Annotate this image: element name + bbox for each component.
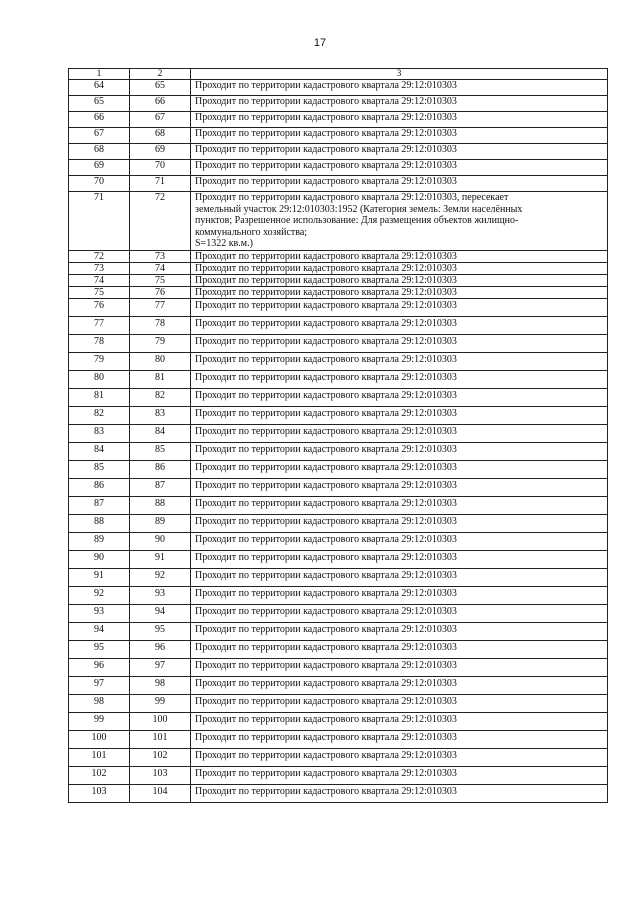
description-line: Проходит по территории кадастрового квартала 29:12:010303 (195, 262, 457, 274)
cell-start-point: 79 (69, 352, 130, 370)
table-row (69, 460, 608, 478)
table-row (69, 784, 608, 802)
cell-end-point: 100 (130, 712, 191, 730)
cell-end-point: 71 (130, 176, 191, 192)
description-line: Проходит по территории кадастрового квартала 29:12:010303 (195, 533, 457, 545)
cell-start-point: 86 (69, 478, 130, 496)
header-col-2: 2 (130, 69, 191, 80)
cell-description (191, 176, 608, 192)
table-row (69, 262, 608, 274)
description-line: Проходит по территории кадастрового квартала 29:12:010303 (195, 641, 457, 653)
description-line: Проходит по территории кадастрового квартала 29:12:010303 (195, 335, 457, 347)
description-line: Проходит по территории кадастрового квартала 29:12:010303 (195, 176, 457, 187)
cell-description (191, 622, 608, 640)
cell-end-point: 81 (130, 370, 191, 388)
table-row (69, 604, 608, 622)
cell-end-point: 94 (130, 604, 191, 622)
cell-start-point: 102 (69, 766, 130, 784)
cell-end-point: 95 (130, 622, 191, 640)
cell-start-point: 95 (69, 640, 130, 658)
cell-end-point: 92 (130, 568, 191, 586)
cell-start-point: 85 (69, 460, 130, 478)
cell-description (191, 442, 608, 460)
cell-description (191, 784, 608, 802)
table-row (69, 144, 608, 160)
description-line: Проходит по территории кадастрового квартала 29:12:010303 (195, 443, 457, 455)
cell-end-point: 69 (130, 144, 191, 160)
table-row (69, 496, 608, 514)
cell-start-point: 69 (69, 160, 130, 176)
cell-start-point: 94 (69, 622, 130, 640)
cell-start-point: 64 (69, 80, 130, 96)
cell-description (191, 604, 608, 622)
cell-start-point: 70 (69, 176, 130, 192)
table-row (69, 766, 608, 784)
cell-description (191, 112, 608, 128)
description-line: Проходит по территории кадастрового квартала 29:12:010303 (195, 371, 457, 383)
cell-description (191, 478, 608, 496)
table-row (69, 316, 608, 334)
table-row (69, 658, 608, 676)
cell-description (191, 144, 608, 160)
cell-end-point: 99 (130, 694, 191, 712)
cell-description (191, 250, 608, 262)
cell-description (191, 676, 608, 694)
table-row (69, 128, 608, 144)
cell-end-point: 93 (130, 586, 191, 604)
cell-start-point: 82 (69, 406, 130, 424)
description-line: S=1322 кв.м.) (195, 238, 253, 249)
table-row (69, 694, 608, 712)
cell-description (191, 658, 608, 676)
cell-end-point: 77 (130, 298, 191, 316)
cell-start-point: 91 (69, 568, 130, 586)
cell-start-point: 103 (69, 784, 130, 802)
cell-end-point: 74 (130, 262, 191, 274)
description-line: Проходит по территории кадастрового квартала 29:12:010303 (195, 497, 457, 509)
cell-description (191, 694, 608, 712)
table-row (69, 160, 608, 176)
table-row (69, 568, 608, 586)
header-col-3: 3 (191, 69, 608, 80)
cell-start-point: 96 (69, 658, 130, 676)
cell-description (191, 550, 608, 568)
cell-start-point: 92 (69, 586, 130, 604)
cell-start-point: 100 (69, 730, 130, 748)
cell-end-point: 86 (130, 460, 191, 478)
table-row (69, 532, 608, 550)
cell-start-point: 93 (69, 604, 130, 622)
cell-start-point: 74 (69, 274, 130, 286)
table-header-row (69, 69, 608, 80)
cell-end-point: 88 (130, 496, 191, 514)
table-row (69, 352, 608, 370)
description-line: Проходит по территории кадастрового квартала 29:12:010303 (195, 515, 457, 527)
description-line: земельный участок 29:12:010303:1952 (Категория земель: Земли населённых (195, 203, 523, 215)
description-line: Проходит по территории кадастрового квартала 29:12:010303 (195, 286, 457, 298)
description-line: Проходит по территории кадастрового квартала 29:12:010303 (195, 695, 457, 707)
cell-description (191, 80, 608, 96)
table-row (69, 640, 608, 658)
description-line: Проходит по территории кадастрового квартала 29:12:010303 (195, 767, 457, 779)
table-row (69, 80, 608, 96)
cell-start-point: 99 (69, 712, 130, 730)
description-line: пунктов; Разрешенное использование: Для размещения объектов жилищно- (195, 215, 519, 226)
cell-end-point: 75 (130, 274, 191, 286)
table-row (69, 676, 608, 694)
table-row (69, 550, 608, 568)
cell-start-point: 71 (69, 192, 130, 251)
cell-start-point: 89 (69, 532, 130, 550)
description-line: Проходит по территории кадастрового квартала 29:12:010303 (195, 479, 457, 491)
cell-description (191, 586, 608, 604)
description-line: Проходит по территории кадастрового квартала 29:12:010303 (195, 250, 457, 262)
description-line: Проходит по территории кадастрового квартала 29:12:010303 (195, 80, 457, 91)
cell-description (191, 352, 608, 370)
cell-description (191, 192, 608, 251)
cell-start-point: 101 (69, 748, 130, 766)
cell-description (191, 640, 608, 658)
cell-start-point: 77 (69, 316, 130, 334)
cell-end-point: 98 (130, 676, 191, 694)
table-row (69, 112, 608, 128)
cell-description (191, 406, 608, 424)
description-line: Проходит по территории кадастрового квартала 29:12:010303 (195, 353, 457, 365)
description-line: Проходит по территории кадастрового квартала 29:12:010303 (195, 112, 457, 123)
description-line: Проходит по территории кадастрового квартала 29:12:010303 (195, 144, 457, 155)
cell-end-point: 90 (130, 532, 191, 550)
cell-description (191, 274, 608, 286)
cell-end-point: 65 (130, 80, 191, 96)
cell-description (191, 316, 608, 334)
description-line: коммунального хозяйства; (195, 226, 308, 238)
table-body (69, 69, 608, 803)
table-row (69, 388, 608, 406)
table-row (69, 442, 608, 460)
cell-start-point: 88 (69, 514, 130, 532)
cell-end-point: 96 (130, 640, 191, 658)
cell-start-point: 75 (69, 286, 130, 298)
description-line: Проходит по территории кадастрового квартала 29:12:010303 (195, 128, 457, 139)
cell-description (191, 334, 608, 352)
table-row (69, 176, 608, 192)
cell-start-point: 81 (69, 388, 130, 406)
description-line: Проходит по территории кадастрового квартала 29:12:010303 (195, 623, 457, 635)
cell-end-point: 83 (130, 406, 191, 424)
cell-end-point: 89 (130, 514, 191, 532)
description-line: Проходит по территории кадастрового квартала 29:12:010303 (195, 731, 457, 743)
cell-end-point: 79 (130, 334, 191, 352)
cell-description (191, 568, 608, 586)
table-row (69, 712, 608, 730)
table-row (69, 96, 608, 112)
cell-end-point: 101 (130, 730, 191, 748)
cell-start-point: 98 (69, 694, 130, 712)
description-line: Проходит по территории кадастрового квартала 29:12:010303 (195, 569, 457, 581)
table-row (69, 250, 608, 262)
cell-description (191, 96, 608, 112)
table-row (69, 730, 608, 748)
cell-start-point: 78 (69, 334, 130, 352)
description-line: Проходит по территории кадастрового квартала 29:12:010303 (195, 785, 457, 797)
cell-start-point: 83 (69, 424, 130, 442)
cell-description (191, 286, 608, 298)
cell-start-point: 68 (69, 144, 130, 160)
boundary-table (68, 68, 608, 803)
page-number: 17 (313, 37, 327, 49)
cell-end-point: 82 (130, 388, 191, 406)
description-line: Проходит по территории кадастрового квартала 29:12:010303 (195, 299, 457, 311)
cell-end-point: 102 (130, 748, 191, 766)
cell-end-point: 80 (130, 352, 191, 370)
description-line: Проходит по территории кадастрового квартала 29:12:010303 (195, 749, 457, 761)
header-col-1: 1 (69, 69, 130, 80)
cell-start-point: 72 (69, 250, 130, 262)
cell-description (191, 262, 608, 274)
description-line: Проходит по территории кадастрового квартала 29:12:010303 (195, 677, 457, 689)
cell-end-point: 84 (130, 424, 191, 442)
table-row (69, 424, 608, 442)
cell-description (191, 712, 608, 730)
description-line: Проходит по территории кадастрового квартала 29:12:010303 (195, 317, 457, 329)
cell-end-point: 67 (130, 112, 191, 128)
cell-start-point: 87 (69, 496, 130, 514)
cell-end-point: 97 (130, 658, 191, 676)
table-row (69, 274, 608, 286)
cell-start-point: 66 (69, 112, 130, 128)
cell-start-point: 67 (69, 128, 130, 144)
cell-end-point: 73 (130, 250, 191, 262)
cell-description (191, 424, 608, 442)
table-row (69, 748, 608, 766)
cell-start-point: 76 (69, 298, 130, 316)
cell-description (191, 128, 608, 144)
cell-end-point: 66 (130, 96, 191, 112)
description-line: Проходит по территории кадастрового квартала 29:12:010303 (195, 407, 457, 419)
cell-start-point: 65 (69, 96, 130, 112)
cell-description (191, 532, 608, 550)
cell-description (191, 370, 608, 388)
table-row (69, 586, 608, 604)
cell-description (191, 766, 608, 784)
cell-end-point: 70 (130, 160, 191, 176)
cell-description (191, 298, 608, 316)
description-line: Проходит по территории кадастрового квартала 29:12:010303 (195, 551, 457, 563)
cell-end-point: 78 (130, 316, 191, 334)
cell-description (191, 496, 608, 514)
cell-description (191, 514, 608, 532)
table-row (69, 298, 608, 316)
cell-start-point: 84 (69, 442, 130, 460)
description-line: Проходит по территории кадастрового квартала 29:12:010303 (195, 587, 457, 599)
description-line: Проходит по территории кадастрового квартала 29:12:010303 (195, 389, 457, 401)
description-line: Проходит по территории кадастрового квартала 29:12:010303 (195, 425, 457, 437)
cell-start-point: 80 (69, 370, 130, 388)
description-line: Проходит по территории кадастрового квартала 29:12:010303 (195, 605, 457, 617)
cell-end-point: 68 (130, 128, 191, 144)
table-row (69, 406, 608, 424)
description-line: Проходит по территории кадастрового квартала 29:12:010303 (195, 713, 457, 725)
cell-start-point: 97 (69, 676, 130, 694)
cell-description (191, 730, 608, 748)
table-row (69, 622, 608, 640)
cell-end-point: 72 (130, 192, 191, 251)
cell-end-point: 76 (130, 286, 191, 298)
cell-start-point: 90 (69, 550, 130, 568)
description-line: Проходит по территории кадастрового квартала 29:12:010303 (195, 659, 457, 671)
cell-description (191, 748, 608, 766)
cell-description (191, 388, 608, 406)
cell-end-point: 103 (130, 766, 191, 784)
cell-start-point: 73 (69, 262, 130, 274)
cell-end-point: 85 (130, 442, 191, 460)
table-row (69, 514, 608, 532)
table-row (69, 286, 608, 298)
cell-end-point: 91 (130, 550, 191, 568)
description-line: Проходит по территории кадастрового квартала 29:12:010303 (195, 160, 457, 171)
cell-end-point: 104 (130, 784, 191, 802)
cell-description (191, 160, 608, 176)
cell-end-point: 87 (130, 478, 191, 496)
table-row (69, 478, 608, 496)
description-line: Проходит по территории кадастрового квартала 29:12:010303, пересекает (195, 192, 509, 203)
description-line: Проходит по территории кадастрового квартала 29:12:010303 (195, 274, 457, 286)
table-row (69, 370, 608, 388)
table-row (69, 192, 608, 251)
table-row (69, 334, 608, 352)
cell-description (191, 460, 608, 478)
description-line: Проходит по территории кадастрового квартала 29:12:010303 (195, 96, 457, 107)
description-line: Проходит по территории кадастрового квартала 29:12:010303 (195, 461, 457, 473)
